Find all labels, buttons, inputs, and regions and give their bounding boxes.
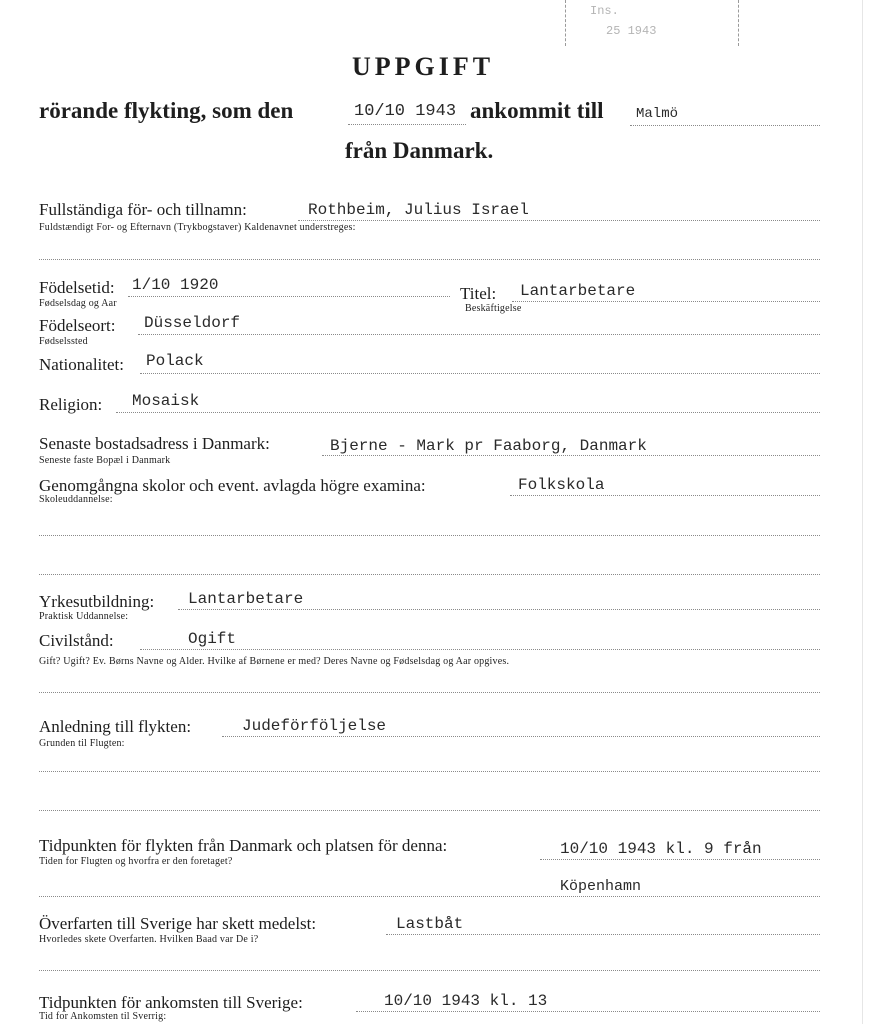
page-title: UPPGIFT [352, 52, 495, 81]
nationality-label: Nationalitet: [39, 355, 124, 374]
schools-sublabel: Skoleuddannelse: [39, 494, 113, 505]
birthdate-line [128, 296, 450, 297]
address-value: Bjerne - Mark pr Faaborg, Danmark [330, 437, 647, 455]
departure-sublabel: Tiden for Flugten og hvorfra er den foretaget? [39, 856, 233, 867]
nationality-line [140, 373, 820, 374]
title-sublabel: Beskäftigelse [465, 303, 522, 314]
fullname-value: Rothbeim, Julius Israel [308, 201, 529, 219]
header-line-mid: ankommit till [470, 98, 604, 123]
birthplace-line [138, 334, 820, 335]
arrival-value: 10/10 1943 kl. 13 [384, 992, 548, 1010]
civil-sublabel: Gift? Ugift? Ev. Børns Navne og Alder. Hvilke af Børnene er med? Deres Navne og Fødselsdag og Aar opgives. [39, 656, 510, 667]
reason-sublabel: Grunden til Flugten: [39, 738, 125, 749]
arrival-date-value: 10/10 1943 [354, 102, 457, 121]
nationality-value: Polack [146, 352, 204, 370]
departure-label: Tidpunkten för flykten från Danmark och platsen för denna: [39, 836, 448, 855]
arrival-place-value: Malmö [636, 106, 679, 122]
stamp-line-1: Ins. [590, 4, 619, 18]
address-line [322, 455, 820, 456]
schools-value: Folkskola [518, 476, 605, 494]
vocation-sublabel: Praktisk Uddannelse: [39, 611, 129, 622]
arrival-sublabel: Tid for Ankomsten til Sverrig: [39, 1011, 167, 1022]
civil-line [140, 649, 820, 650]
page-edge [862, 0, 863, 1024]
arrival-line [356, 1011, 820, 1012]
registry-stamp [565, 0, 739, 46]
reason-line [222, 736, 820, 737]
header-line-2: från Danmark. [345, 138, 494, 163]
fullname-extra-line [39, 259, 820, 260]
arrival-date-line [348, 124, 466, 125]
schools-line [510, 495, 820, 496]
arrival-label: Tidpunkten för ankomsten till Sverige: [39, 993, 303, 1012]
fullname-sublabel: Fuldstændigt For- og Efternavn (Trykbogstaver) Kaldenavnet understreges: [39, 222, 356, 233]
vocation-line [178, 609, 820, 610]
birthplace-sublabel: Fødselssted [39, 336, 88, 347]
header-line-pre: rörande flykting, som den [39, 98, 294, 123]
arrival-place-line [630, 125, 820, 126]
birthplace-value: Düsseldorf [144, 314, 241, 332]
crossing-value: Lastbåt [396, 915, 464, 933]
title-value: Lantarbetare [520, 282, 636, 300]
crossing-line [386, 934, 820, 935]
title-line [512, 301, 820, 302]
address-label: Senaste bostadsadress i Danmark: [39, 434, 270, 453]
reason-value: Judeförföljelse [242, 717, 387, 735]
birthdate-sublabel: Fødselsdag og Aar [39, 298, 117, 309]
fullname-line [298, 220, 820, 221]
schools-extra-line-2 [39, 574, 820, 575]
vocation-label: Yrkesutbildning: [39, 592, 155, 611]
vocation-value: Lantarbetare [188, 590, 304, 608]
schools-label: Genomgångna skolor och event. avlagda högre examina: [39, 476, 426, 495]
departure-value: 10/10 1943 kl. 9 från [560, 840, 762, 858]
crossing-sublabel: Hvorledes skete Overfarten. Hvilken Baad var De i? [39, 934, 259, 945]
departure-line [540, 859, 820, 860]
stamp-line-2: 25 1943 [606, 24, 657, 38]
civil-extra-line [39, 692, 820, 693]
reason-extra-line-2 [39, 810, 820, 811]
reason-label: Anledning till flykten: [39, 717, 192, 736]
religion-line [116, 412, 820, 413]
birthdate-label: Födelsetid: [39, 278, 115, 297]
fullname-label: Fullständiga för- och tillnamn: [39, 200, 247, 219]
reason-extra-line-1 [39, 771, 820, 772]
religion-value: Mosaisk [132, 392, 200, 410]
crossing-extra-line [39, 970, 820, 971]
schools-extra-line-1 [39, 535, 820, 536]
address-sublabel: Seneste faste Bopæl i Danmark [39, 455, 171, 466]
departure-extra-line [39, 896, 820, 897]
religion-label: Religion: [39, 395, 103, 414]
birthdate-value: 1/10 1920 [132, 276, 219, 294]
departure-value-2: Köpenhamn [560, 878, 642, 895]
birthplace-label: Födelseort: [39, 316, 116, 335]
civil-label: Civilstånd: [39, 631, 114, 650]
title-label: Titel: [460, 284, 497, 303]
civil-value: Ogift [188, 630, 237, 648]
crossing-label: Överfarten till Sverige har skett medelst: [39, 914, 317, 933]
